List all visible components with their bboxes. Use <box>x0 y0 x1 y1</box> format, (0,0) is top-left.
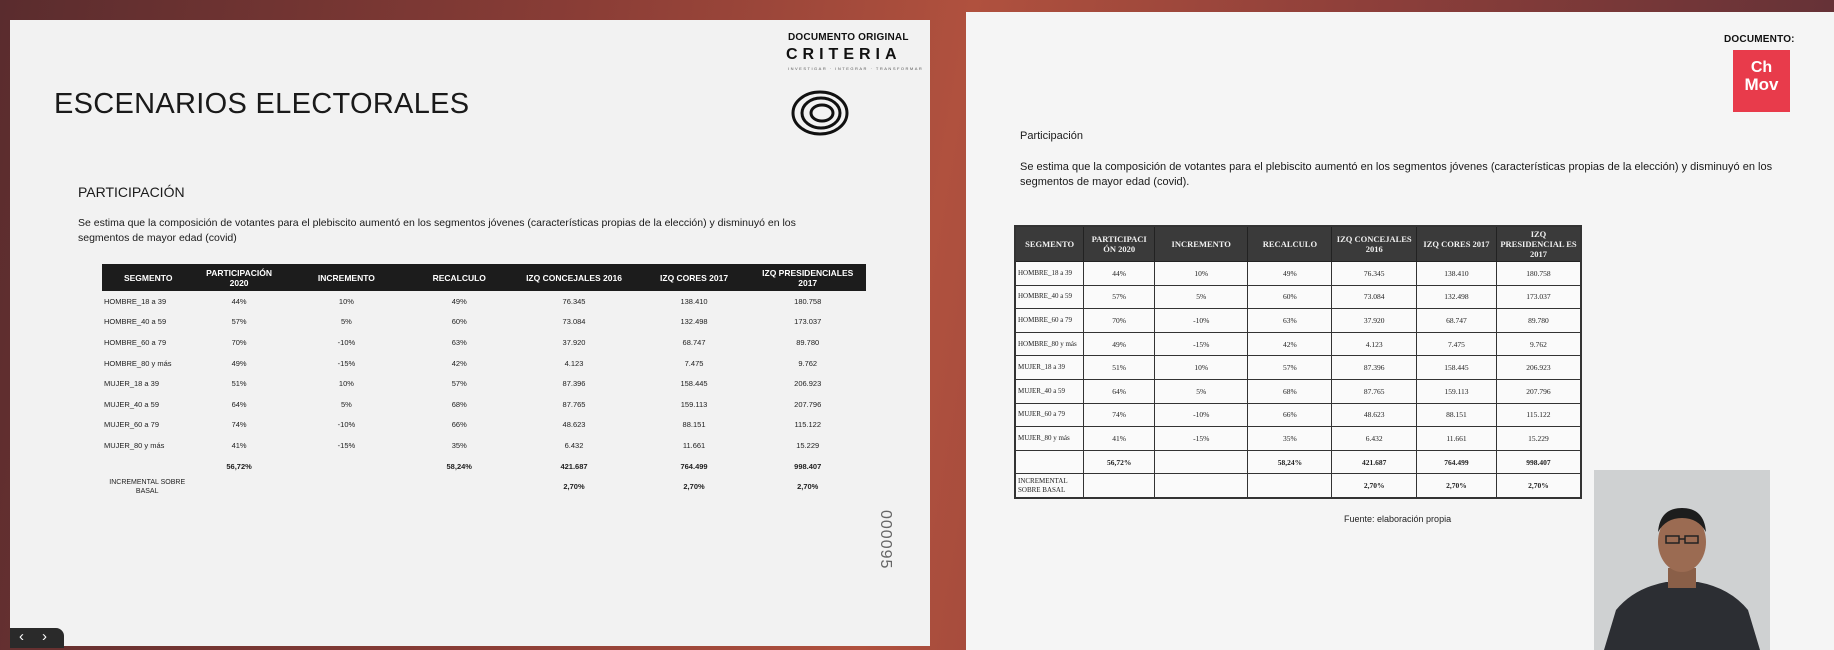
table-row <box>1015 309 1581 333</box>
segment-cell: MUJER_80 y más <box>104 440 165 450</box>
value-cell: 132.498 <box>680 317 708 327</box>
total-cell <box>1155 450 1248 474</box>
section-title: Participación <box>1020 130 1083 142</box>
value-cell: 9.762 <box>798 358 818 368</box>
value-cell: 87.765 <box>1332 379 1417 403</box>
table-header-row <box>1015 226 1581 262</box>
segment-cell: HOMBRE_60 a 79 <box>104 337 167 347</box>
value-cell: 138.410 <box>680 296 708 306</box>
value-cell: 76.345 <box>1332 262 1417 286</box>
segment-cell: MUJER_18 a 39 <box>1015 356 1084 380</box>
value-cell: -15% <box>1155 427 1248 451</box>
value-cell: 66% <box>1248 403 1332 427</box>
incremental-cell <box>1084 474 1155 498</box>
value-cell: 206.923 <box>794 379 822 389</box>
value-cell: 60% <box>451 317 467 327</box>
incremental-label: INCREMENTAL SOBRE BASAL <box>109 478 186 495</box>
incremental-cell: 2,70% <box>797 482 819 492</box>
value-cell: 158.445 <box>1417 356 1497 380</box>
col-header: IZQ CORES 2017 <box>639 264 750 291</box>
value-cell: 87.765 <box>562 399 586 409</box>
value-cell: -10% <box>1155 403 1248 427</box>
value-cell: 73.084 <box>1332 285 1417 309</box>
value-cell: 11.661 <box>682 440 706 450</box>
incremental-label: INCREMENTAL SOBRE BASAL <box>1015 474 1084 498</box>
value-cell: 206.923 <box>1496 356 1581 380</box>
value-cell: 7.475 <box>1417 332 1497 356</box>
segment-cell: MUJER_60 a 79 <box>104 420 160 430</box>
total-cell: 764.499 <box>680 461 708 471</box>
value-cell: 57% <box>451 379 467 389</box>
col-header: IZQ PRESIDENCIAL ES 2017 <box>1496 226 1581 262</box>
value-cell: 66% <box>451 420 467 430</box>
segment-cell: MUJER_40 a 59 <box>1015 379 1084 403</box>
col-header: RECALCULO <box>1248 226 1332 262</box>
slide-navigation <box>10 628 64 648</box>
value-cell: 7.475 <box>684 358 704 368</box>
value-cell: 4.123 <box>564 358 584 368</box>
value-cell: 87.396 <box>1332 356 1417 380</box>
value-cell: 68.747 <box>682 337 706 347</box>
table-row <box>102 291 866 312</box>
value-cell: 64% <box>231 399 247 409</box>
value-cell: 74% <box>231 420 247 430</box>
value-cell: 158.445 <box>680 379 708 389</box>
value-cell: 4.123 <box>1332 332 1417 356</box>
total-cell: 764.499 <box>1417 450 1497 474</box>
value-cell: 88.151 <box>1417 403 1497 427</box>
col-header: PARTICIPACIÓN 2020 <box>194 264 283 291</box>
value-cell: 88.151 <box>682 420 706 430</box>
value-cell: 51% <box>231 379 247 389</box>
total-cell <box>102 456 194 477</box>
value-cell: 63% <box>451 337 467 347</box>
col-header: INCREMENTO <box>1155 226 1248 262</box>
criteria-logo-text: CRITERIA <box>786 46 902 63</box>
col-header: PARTICIPACI ÓN 2020 <box>1084 226 1155 262</box>
total-cell <box>284 456 409 477</box>
value-cell: 173.037 <box>794 317 822 327</box>
total-cell: 58,24% <box>1248 450 1332 474</box>
value-cell: 41% <box>231 440 247 450</box>
incremental-cell <box>194 476 283 497</box>
criteria-tagline: INVESTIGAR · INTEGRAR · TRANSFORMAR <box>788 66 924 71</box>
table-row <box>102 332 866 353</box>
value-cell: 173.037 <box>1496 285 1581 309</box>
segment-cell: MUJER_40 a 59 <box>104 399 160 409</box>
col-header: INCREMENTO <box>284 264 409 291</box>
col-header: IZQ CONCEJALES 2016 <box>509 264 638 291</box>
value-cell: -15% <box>337 358 356 368</box>
criteria-rings-icon <box>790 88 850 138</box>
table-row <box>102 353 866 374</box>
value-cell: 64% <box>1084 379 1155 403</box>
value-cell: 115.122 <box>794 420 821 430</box>
value-cell: 51% <box>1084 356 1155 380</box>
total-cell: 421.687 <box>1332 450 1417 474</box>
value-cell: 57% <box>1248 356 1332 380</box>
page-title: ESCENARIOS ELECTORALES <box>54 88 470 120</box>
table-row <box>1015 262 1581 286</box>
value-cell: 42% <box>1248 332 1332 356</box>
value-cell: 159.113 <box>1417 379 1497 403</box>
interpreter-figure-icon <box>1594 470 1770 650</box>
table-row <box>102 394 866 415</box>
value-cell: 87.396 <box>562 379 586 389</box>
table-row <box>102 435 866 456</box>
value-cell: 15.229 <box>796 440 820 450</box>
chmov-logo <box>1733 50 1790 112</box>
segment-cell: HOMBRE_80 y más <box>1015 332 1084 356</box>
value-cell: 180.758 <box>1496 262 1581 286</box>
table-header-row <box>102 264 866 291</box>
logo-line-1: Ch <box>1750 59 1773 76</box>
value-cell: 49% <box>231 358 247 368</box>
value-cell: -10% <box>337 420 356 430</box>
total-cell: 56,72% <box>226 461 252 471</box>
value-cell: 37.920 <box>562 337 586 347</box>
value-cell: 89.780 <box>796 337 820 347</box>
segment-cell: HOMBRE_18 a 39 <box>104 296 167 306</box>
value-cell: 73.084 <box>562 317 586 327</box>
value-cell: 41% <box>1084 427 1155 451</box>
value-cell: 49% <box>451 296 467 306</box>
value-cell: 6.432 <box>1332 427 1417 451</box>
value-cell: 207.796 <box>794 399 822 409</box>
value-cell: 9.762 <box>1496 332 1581 356</box>
segment-cell: MUJER_60 a 79 <box>1015 403 1084 427</box>
incremental-row <box>1015 474 1581 498</box>
segment-cell: HOMBRE_60 a 79 <box>1015 309 1084 333</box>
section-title: PARTICIPACIÓN <box>78 184 185 200</box>
value-cell: 35% <box>451 440 467 450</box>
value-cell: 5% <box>1155 285 1248 309</box>
total-cell: 58,24% <box>446 461 472 471</box>
section-body: Se estima que la composición de votantes para el plebiscito aumentó en los segmentos jóvenes (características propias de la elección) y disminuyó en los segmentos de mayor edad (covid). <box>1020 161 1773 188</box>
value-cell: 48.623 <box>562 420 586 430</box>
participation-table <box>102 264 866 497</box>
value-cell: 68.747 <box>1417 309 1497 333</box>
value-cell: 115.122 <box>1496 403 1581 427</box>
incremental-cell: 2,70% <box>563 482 585 492</box>
col-header: SEGMENTO <box>1015 226 1084 262</box>
segment-cell: HOMBRE_18 a 39 <box>1015 262 1084 286</box>
col-header: RECALCULO <box>409 264 509 291</box>
segment-cell: HOMBRE_40 a 59 <box>104 317 167 327</box>
page-number: 000095 <box>877 510 894 570</box>
value-cell: 159.113 <box>680 399 708 409</box>
value-cell: 10% <box>338 296 354 306</box>
value-cell: -15% <box>337 440 356 450</box>
value-cell: 68% <box>1248 379 1332 403</box>
value-cell: 68% <box>451 399 467 409</box>
value-cell: 74% <box>1084 403 1155 427</box>
total-cell <box>1015 450 1084 474</box>
col-header: SEGMENTO <box>102 264 194 291</box>
table-row <box>1015 379 1581 403</box>
value-cell: 60% <box>1248 285 1332 309</box>
value-cell: 207.796 <box>1496 379 1581 403</box>
value-cell: 11.661 <box>1417 427 1497 451</box>
incremental-cell: 2,70% <box>1496 474 1581 498</box>
incremental-cell <box>1248 474 1332 498</box>
value-cell: 6.432 <box>564 440 584 450</box>
total-cell: 998.407 <box>794 461 822 471</box>
original-document-slide <box>10 20 930 646</box>
value-cell: 44% <box>1084 262 1155 286</box>
document-label: DOCUMENTO: <box>1724 34 1795 45</box>
incremental-cell <box>409 476 509 497</box>
value-cell: 180.758 <box>794 296 822 306</box>
document-original-label: DOCUMENTO ORIGINAL <box>788 32 909 43</box>
value-cell: 138.410 <box>1417 262 1497 286</box>
total-cell: 421.687 <box>560 461 588 471</box>
value-cell: 57% <box>1084 285 1155 309</box>
prev-slide-button[interactable]: ‹ <box>19 628 24 645</box>
value-cell: -10% <box>1155 309 1248 333</box>
value-cell: 49% <box>1248 262 1332 286</box>
incremental-row <box>102 476 866 497</box>
total-cell: 56,72% <box>1084 450 1155 474</box>
value-cell: -10% <box>337 337 356 347</box>
segment-cell: MUJER_18 a 39 <box>104 379 160 389</box>
col-header: IZQ CONCEJALES 2016 <box>1332 226 1417 262</box>
table-row <box>1015 332 1581 356</box>
value-cell: 63% <box>1248 309 1332 333</box>
section-body: Se estima que la composición de votantes para el plebiscito aumentó en los segmentos jóvenes (características propias de la elección) y disminuyó en los segmentos de mayor edad (covid) <box>78 217 796 244</box>
table-row <box>1015 427 1581 451</box>
totals-row <box>1015 450 1581 474</box>
value-cell: 35% <box>1248 427 1332 451</box>
value-cell: 70% <box>1084 309 1155 333</box>
value-cell: 37.920 <box>1332 309 1417 333</box>
value-cell: 10% <box>338 379 354 389</box>
value-cell: 89.780 <box>1496 309 1581 333</box>
value-cell: 49% <box>1084 332 1155 356</box>
total-cell: 998.407 <box>1496 450 1581 474</box>
value-cell: 10% <box>1155 262 1248 286</box>
next-slide-button[interactable]: › <box>42 628 47 645</box>
segment-cell: HOMBRE_40 a 59 <box>1015 285 1084 309</box>
incremental-cell <box>1155 474 1248 498</box>
segment-cell: HOMBRE_80 y más <box>104 358 172 368</box>
value-cell: 5% <box>340 399 352 409</box>
value-cell: 10% <box>1155 356 1248 380</box>
segment-cell: MUJER_80 y más <box>1015 427 1084 451</box>
value-cell: 76.345 <box>562 296 586 306</box>
value-cell: -15% <box>1155 332 1248 356</box>
incremental-cell: 2,70% <box>1332 474 1417 498</box>
table-row <box>102 415 866 436</box>
value-cell: 5% <box>340 317 352 327</box>
incremental-cell: 2,70% <box>1417 474 1497 498</box>
table-row <box>102 373 866 394</box>
incremental-cell <box>284 476 409 497</box>
table-row <box>1015 356 1581 380</box>
col-header: IZQ CORES 2017 <box>1417 226 1497 262</box>
sign-language-interpreter-video <box>1594 470 1770 650</box>
value-cell: 44% <box>231 296 247 306</box>
value-cell: 15.229 <box>1496 427 1581 451</box>
value-cell: 132.498 <box>1417 285 1497 309</box>
value-cell: 42% <box>451 358 467 368</box>
incremental-cell: 2,70% <box>683 482 705 492</box>
table-source-note: Fuente: elaboración propia <box>1344 514 1452 524</box>
value-cell: 48.623 <box>1332 403 1417 427</box>
table-row <box>102 312 866 333</box>
value-cell: 70% <box>231 337 247 347</box>
table-row <box>1015 403 1581 427</box>
participation-table <box>1014 225 1582 499</box>
totals-row <box>102 456 866 477</box>
value-cell: 57% <box>231 317 247 327</box>
logo-line-2: Mov <box>1744 75 1779 94</box>
value-cell: 5% <box>1155 379 1248 403</box>
col-header: IZQ PRESIDENCIALES 2017 <box>749 264 866 291</box>
table-row <box>1015 285 1581 309</box>
